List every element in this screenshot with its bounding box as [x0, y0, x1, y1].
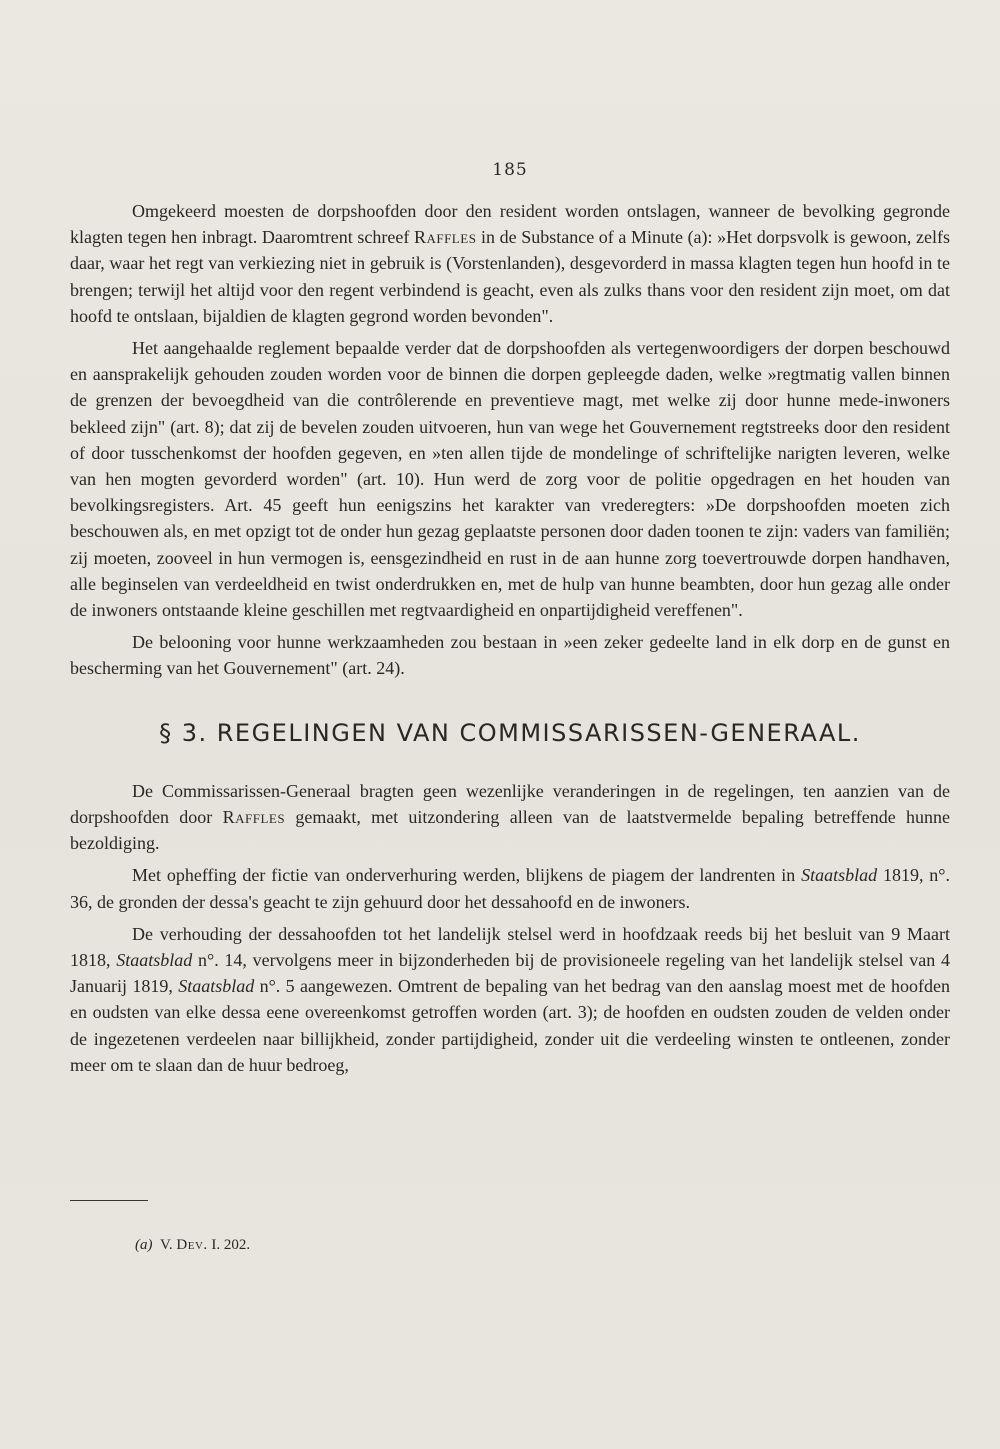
paragraph: De verhouding der dessahoofden tot het landelijk stelsel werd in hoofdzaak reeds bij het besluit van 9 Maart 1818, Staatsblad n°. 14, vervolgens meer in bijzonderheden bij de provisioneele regeling van het landelijk stelsel van 4 Januarij 1819, Staatsblad n°. 5 aangewezen. Omtrent de bepaling van het bedrag van den aanslag moest met de hoofden en oudsten van elke dessa eene overeenkomst getroffen worden (art. 3); de hoofden en oudsten zouden de velden onder de ingezetenen verdeelen naar billijkheid, zonder partijdigheid, zonder uit die verdeeling winsten te ontleenen, zonder meer om te slaan dan de huur bedroeg,: [70, 923, 951, 1075]
footnote: (a) V. Dev. I. 202.: [135, 1237, 251, 1253]
section-heading: § 3. REGELINGEN VAN COMMISSARISSEN-GENERAAL.: [159, 718, 861, 747]
source-title: Staatsblad: [116, 950, 193, 971]
paragraph: Het aangehaalde reglement bepaalde verder dat de dorpshoofden als vertegenwoordigers der dorpen beschouwd en aansprakelijk gehouden zouden worden voor de binnen die dorpen gepleegde daden, welke »regtmatig vallen binnen de grenzen der bevoegdheid van die contrôlerende en preventieve magt, met welke zij door hunne mede-inwoners bekleed zijn" (art. 8); dat zij de bevelen zouden uitvoeren, hun van wege het Gouvernement regtstreeks door den resident of door tusschenkomst der hoofden gegeven, en »ten allen tijde de mondelinge of schriftelijke narigten leveren, welke van hen mogten gevorderd worden" (art. 10). Hun werd de zorg voor de politie opgedragen en het houden van bevolkingsregisters. Art. 45 geeft hun eenigszins het karakter van vrederegters: »De dorpshoofden moeten zich beschouwen als, en met opzigt tot de onder hun gezag geplaatste personen door daden toonen te zijn: vaders van familiën; zij moeten, zooveel in hun vermogen is, eensgezindheid en rust in de aan hunne zorg toevertrouwde dorpen handhaven, alle beginselen van verdeeldheid en twist onderdrukken en, met de hulp van hunne beambten, door hun gezag alle onder de inwoners ontstaande kleine geschillen met regtvaardigheid en onpartijdigheid vereffenen".: [70, 338, 950, 621]
author-name: Raffles: [413, 227, 477, 248]
source-title: Staatsblad: [178, 976, 255, 997]
paragraph: Met opheffing der fictie van onderverhuring werden, blijkens de piagem der landrenten in Staatsblad 1819, n°. 36, de gronden der dessa's geacht te zijn gehuurd door het dessahoofd en de inwoners.: [70, 865, 951, 912]
paragraph: Omgekeerd moesten de dorpshoofden door den resident worden ontslagen, wanneer de bevolking gegronde klagten tegen hen inbragt. Daaromtrent schreef Raffles in de Substance of a Minute (a): »Het dorpsvolk is gewoon, zelfs daar, waar het regt van verkiezing niet in gebruik is (Vorstenlanden), desgevorderd in massa klagten tegen hun hoofd in te brengen; terwijl het altijd voor den regent verbindend is geacht, even als zulks thans voor den resident zijn moet, om dat hoofd te ontslaan, bijaldien de klagten gegrond worden bevonden".: [70, 201, 950, 326]
footnote-marker: (a): [135, 1237, 153, 1253]
author-name: Raffles: [222, 807, 286, 828]
paragraph: De Commissarissen-Generaal bragten geen wezenlijke veranderingen in de regelingen, ten aanzien van de dorpshoofden door Raffles gemaakt, met uitzondering alleen van de laatstvermelde bepaling betreffende hunne bezoldiging.: [70, 780, 951, 854]
source-title: Staatsblad: [801, 865, 878, 886]
page-number: 185: [492, 160, 528, 180]
paragraph: De belooning voor hunne werkzaamheden zou bestaan in »een zeker gedeelte land in elk dorp en de gunst en bescherming van het Gouvernement" (art. 24).: [70, 632, 950, 679]
body-text: [70, 198, 950, 1084]
footnote-source: Dev.: [176, 1237, 208, 1253]
footnote-divider: [70, 1200, 148, 1201]
